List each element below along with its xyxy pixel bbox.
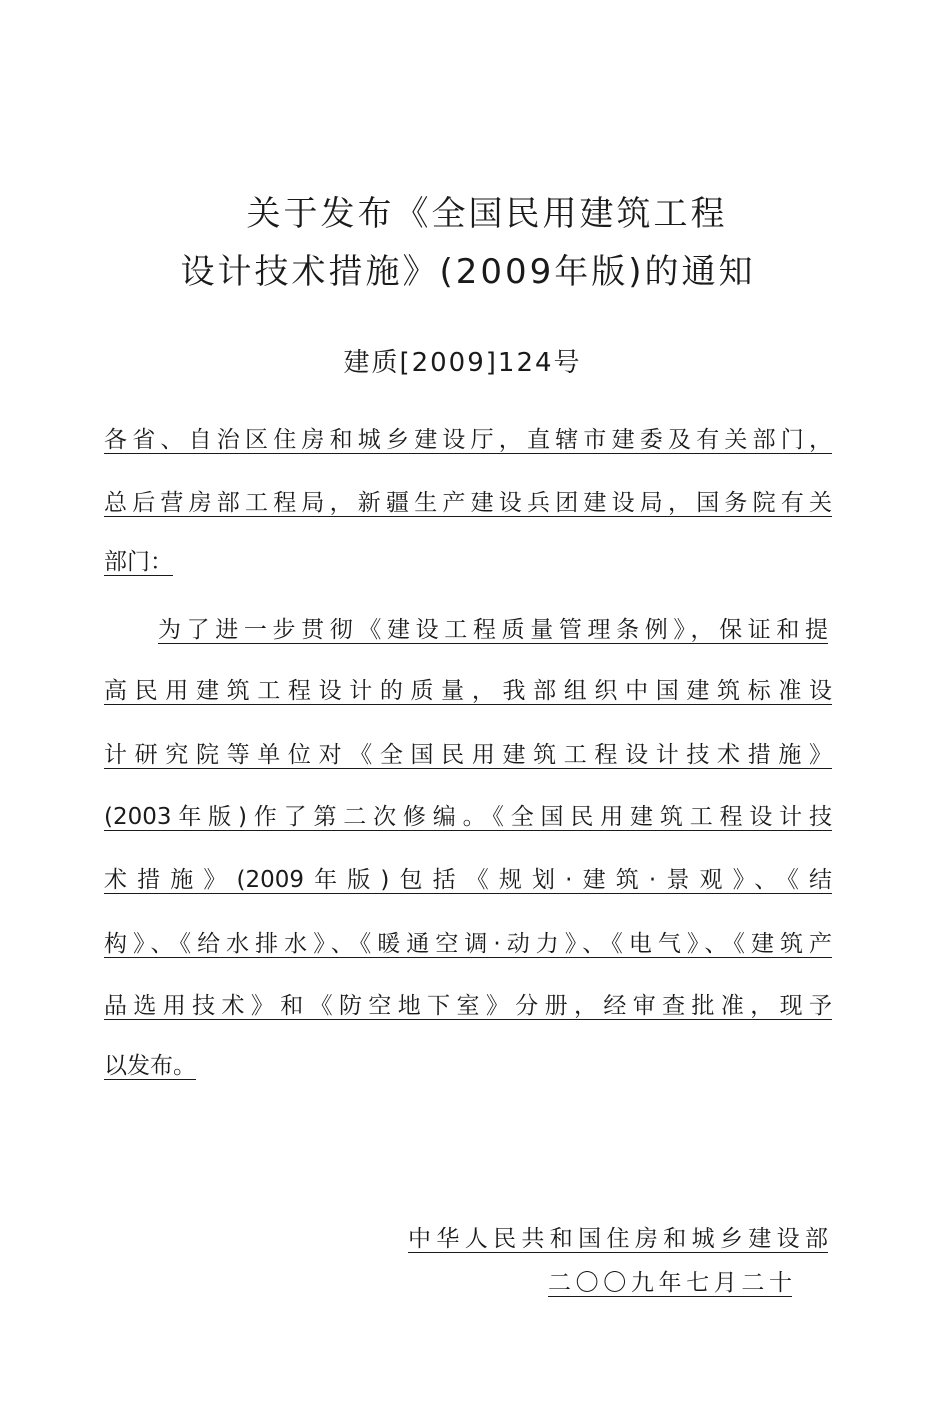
body-line-11: 以发布。 [104, 1053, 196, 1079]
body-line-5: 高民用建筑工程设计的质量，我部组织中国建筑标准设 [104, 678, 832, 704]
document-number: 建质[2009]124号 [343, 348, 582, 378]
title-line-1: 关于发布《全国民用建筑工程 [246, 194, 728, 234]
body-line-10: 品选用技术》和《防空地下室》分册，经审查批准，现予 [104, 993, 832, 1019]
body-line-1: 各省、自治区住房和城乡建设厅，直辖市建委及有关部门， [104, 427, 832, 453]
signature-org: 中华人民共和国住房和城乡建设部 [408, 1226, 828, 1252]
body-line-4: 为了进一步贯彻《建设工程质量管理条例》，保证和提 [158, 617, 828, 643]
body-line-9: 构》、《给水排水》、《暖通空调·动力》、《电气》、《建筑产 [104, 931, 832, 957]
title-line-2: 设计技术措施》(2009年版)的通知 [180, 252, 756, 292]
body-line-6: 计研究院等单位对《全国民用建筑工程设计技术措施》 [104, 742, 832, 768]
body-line-7: (2003年版)作了第二次修编。《全国民用建筑工程设计技 [104, 804, 832, 830]
body-line-3: 部门： [104, 549, 173, 575]
body-line-8: 术措施》(2009年版)包括《规划·建筑·景观》、《结 [104, 867, 832, 893]
body-line-2: 总后营房部工程局，新疆生产建设兵团建设局，国务院有关 [104, 490, 832, 516]
signature-date: 二〇〇九年七月二十 [548, 1270, 792, 1296]
